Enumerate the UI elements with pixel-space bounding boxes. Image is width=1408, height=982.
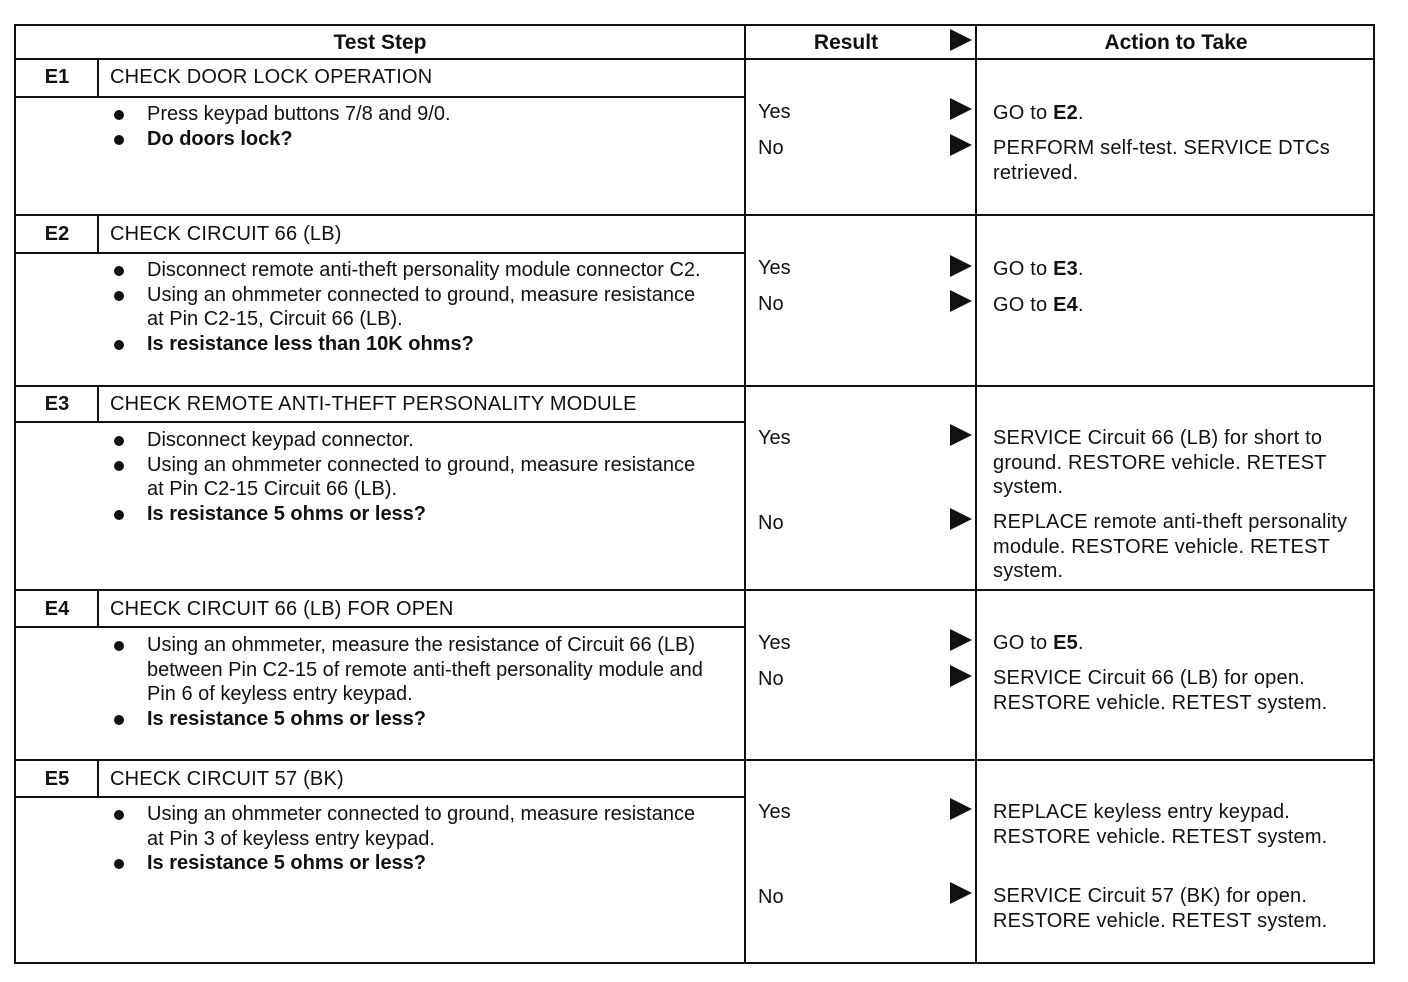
action-text xyxy=(993,257,1365,282)
arrow-right-icon xyxy=(950,134,972,156)
step-title: CHECK CIRCUIT 57 (BK) xyxy=(110,768,344,790)
step-id: E4 xyxy=(44,598,70,620)
bullet-item: Disconnect remote anti-theft personality module connector C2. xyxy=(110,258,710,283)
action-prefix: GO to xyxy=(993,102,1054,124)
arrow-right-icon xyxy=(950,508,972,530)
bullet-item: Press keypad buttons 7/8 and 9/0. xyxy=(110,102,710,127)
step-bullets xyxy=(110,633,710,731)
step-title: CHECK CIRCUIT 66 (LB) xyxy=(110,223,342,245)
action-text: PERFORM self-test. SERVICE DTCs retrieved. xyxy=(993,137,1330,184)
title-underline xyxy=(16,421,744,423)
action-text xyxy=(993,631,1365,656)
action-text: SERVICE Circuit 66 (LB) for short to ground. RESTORE vehicle. RETEST system. xyxy=(993,427,1327,499)
step-id: E1 xyxy=(44,66,70,88)
arrow-right-icon xyxy=(950,882,972,904)
header-test-step: Test Step xyxy=(333,31,427,54)
bullet-item: Using an ohmmeter, measure the resistance of Circuit 66 (LB) between Pin C2-15 of remote anti-theft personality module and Pin 6 of keyless entry keypad. xyxy=(110,633,710,707)
action-prefix: GO to xyxy=(993,258,1054,280)
arrow-right-icon xyxy=(950,424,972,446)
step-id: E3 xyxy=(44,393,70,415)
action-prefix: GO to xyxy=(993,294,1054,316)
action-text xyxy=(993,101,1365,126)
step-id: E2 xyxy=(44,223,70,245)
action-target: E2 xyxy=(1053,102,1078,124)
result-no: No xyxy=(758,512,784,534)
arrow-right-icon xyxy=(950,98,972,120)
arrow-right-icon xyxy=(950,255,972,277)
action-text: REPLACE keyless entry keypad. RESTORE vehicle. RETEST system. xyxy=(993,801,1328,848)
action-suffix: . xyxy=(1077,294,1084,316)
row-divider xyxy=(16,759,1373,761)
result-no: No xyxy=(758,886,784,908)
action-suffix: . xyxy=(1077,632,1084,654)
result-yes: Yes xyxy=(758,427,791,449)
step-title: CHECK CIRCUIT 66 (LB) FOR OPEN xyxy=(110,598,454,620)
action-text xyxy=(993,293,1365,318)
step-title: CHECK REMOTE ANTI-THEFT PERSONALITY MODULE xyxy=(110,393,637,415)
result-yes: Yes xyxy=(758,632,791,654)
bullet-question: Do doors lock? xyxy=(110,127,710,152)
header-result: Result xyxy=(813,31,879,54)
bullet-item: Using an ohmmeter connected to ground, measure resistance at Pin 3 of keyless entry keypad. xyxy=(110,802,710,851)
arrow-right-icon xyxy=(950,665,972,687)
step-bullets xyxy=(110,428,710,526)
action-text: SERVICE Circuit 57 (BK) for open. RESTORE vehicle. RETEST system. xyxy=(993,885,1328,932)
title-underline xyxy=(16,626,744,628)
bullet-question: Is resistance 5 ohms or less? xyxy=(110,502,710,527)
diagnostic-table xyxy=(14,24,1375,964)
row-divider xyxy=(16,214,1373,216)
result-no: No xyxy=(758,668,784,690)
bullet-question: Is resistance less than 10K ohms? xyxy=(110,332,710,357)
arrow-right-icon xyxy=(950,29,972,51)
arrow-right-icon xyxy=(950,629,972,651)
title-underline xyxy=(16,96,744,98)
step-bullets xyxy=(110,258,710,356)
action-prefix: GO to xyxy=(993,632,1054,654)
bullet-item: Using an ohmmeter connected to ground, measure resistance at Pin C2-15 Circuit 66 (LB). xyxy=(110,453,710,502)
result-yes: Yes xyxy=(758,101,791,123)
bullet-item: Using an ohmmeter connected to ground, measure resistance at Pin C2-15, Circuit 66 (LB). xyxy=(110,283,710,332)
divider-action-column xyxy=(975,26,977,962)
row-divider xyxy=(16,589,1373,591)
bullet-question: Is resistance 5 ohms or less? xyxy=(110,707,710,732)
action-suffix: . xyxy=(1077,258,1084,280)
action-text: REPLACE remote anti-theft personality module. RESTORE vehicle. RETEST system. xyxy=(993,511,1348,583)
step-title: CHECK DOOR LOCK OPERATION xyxy=(110,66,433,88)
action-target: E3 xyxy=(1053,258,1078,280)
action-target: E5 xyxy=(1053,632,1078,654)
arrow-right-icon xyxy=(950,290,972,312)
title-underline xyxy=(16,252,744,254)
result-yes: Yes xyxy=(758,257,791,279)
bullet-item: Disconnect keypad connector. xyxy=(110,428,710,453)
header-divider xyxy=(16,58,1373,60)
header-action: Action to Take xyxy=(1104,31,1248,54)
result-no: No xyxy=(758,137,784,159)
result-yes: Yes xyxy=(758,801,791,823)
step-bullets xyxy=(110,802,710,876)
divider-result-column xyxy=(744,26,746,962)
action-suffix: . xyxy=(1077,102,1084,124)
arrow-right-icon xyxy=(950,798,972,820)
bullet-question: Is resistance 5 ohms or less? xyxy=(110,851,710,876)
step-id: E5 xyxy=(44,768,70,790)
title-underline xyxy=(16,796,744,798)
result-no: No xyxy=(758,293,784,315)
action-text: SERVICE Circuit 66 (LB) for open. RESTORE vehicle. RETEST system. xyxy=(993,667,1328,714)
action-target: E4 xyxy=(1053,294,1078,316)
step-bullets xyxy=(110,102,710,151)
row-divider xyxy=(16,385,1373,387)
